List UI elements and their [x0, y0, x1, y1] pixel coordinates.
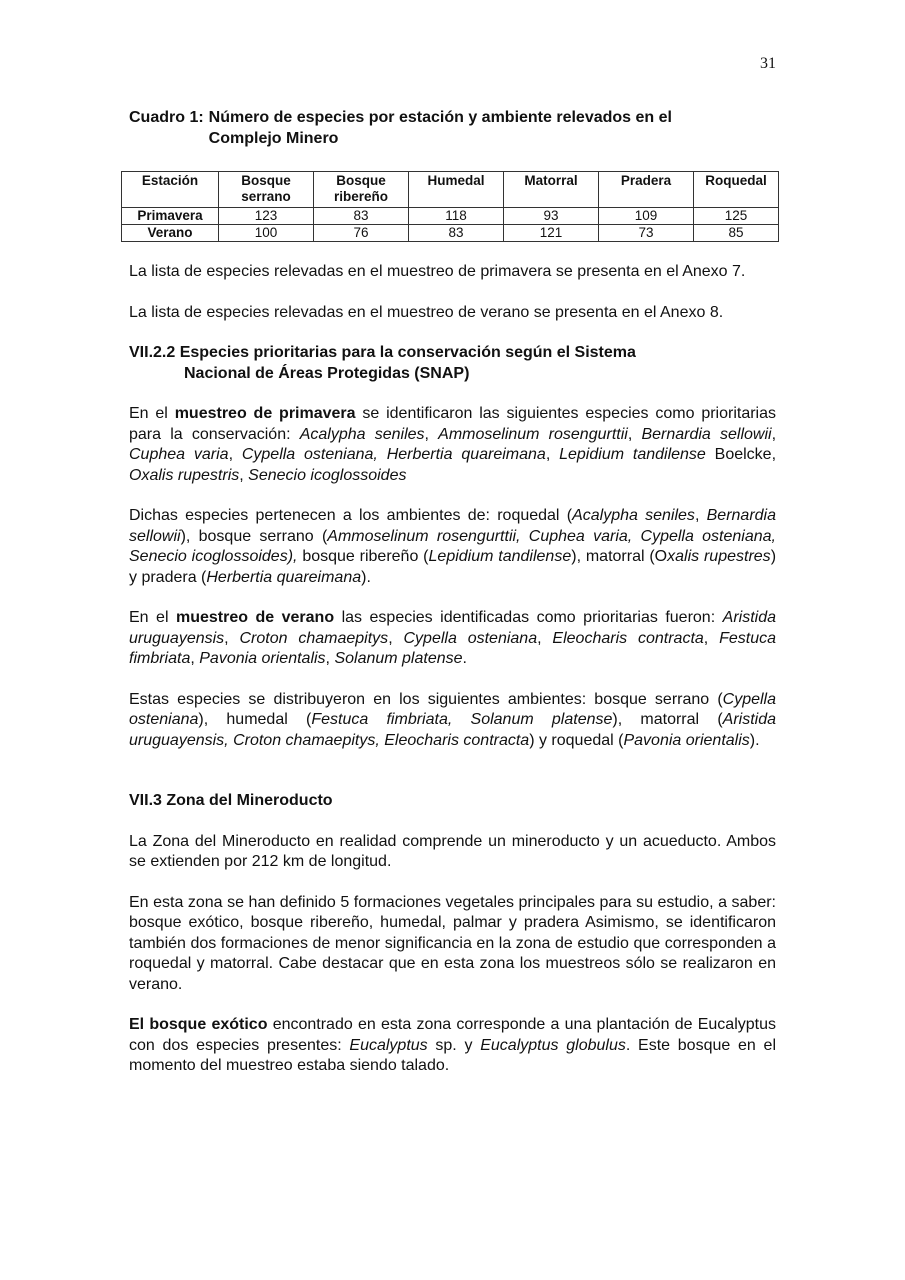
- table-caption: [129, 108, 776, 149]
- paragraph-anexo-8: La lista de especies relevadas en el muestreo de verano se presenta en el Anexo 8.: [129, 303, 724, 321]
- paragraph-primavera-species: En el muestreo de primavera se identificaron las siguientes especies como prioritarias para la conservación: Acalypha seniles, Ammoselinum rosengurttii, Bernardia sellowii, Cuphea varia, Cypella osteniana, Herbertia quareimana, Lepidium tandilense Boelcke, Oxalis rupestris, Senecio icoglossoides: [129, 405, 777, 484]
- col-header-humedal: Humedal: [409, 172, 504, 208]
- col-header-pradera: Pradera: [599, 172, 694, 208]
- table-cell: 83: [409, 225, 504, 242]
- table-row: [122, 208, 779, 225]
- paragraph-primavera-ambientes: Dichas especies pertenecen a los ambientes de: roquedal (Acalypha seniles, Bernardia sellowii), bosque serrano (Ammoselinum rosengurttii, Cuphea varia, Cypella osteniana, Senecio icoglossoides), bosque ribereño (Lepidium tandilense), matorral (Oxalis rupestres) y pradera (Herbertia quareimana).: [129, 507, 777, 586]
- table-cell: 83: [314, 208, 409, 225]
- table-cell: 73: [599, 225, 694, 242]
- species-table: [121, 171, 779, 242]
- table-row: [122, 225, 779, 242]
- table-caption-text: Número de especies por estación y ambiente relevados en el Complejo Minero: [208, 109, 672, 147]
- section-heading-snap: VII.2.2 Especies prioritarias para la conservación según el Sistema Nacional de Áreas Protegidas (SNAP): [129, 344, 636, 382]
- page-number: 31: [760, 55, 776, 72]
- table-cell: 76: [314, 225, 409, 242]
- table-cell: 93: [504, 208, 599, 225]
- row-header: Primavera: [122, 208, 219, 225]
- table-cell: 100: [219, 225, 314, 242]
- table-cell: 123: [219, 208, 314, 225]
- table-cell: 121: [504, 225, 599, 242]
- paragraph-formaciones: En esta zona se han definido 5 formaciones vegetales principales para su estudio, a saber: bosque exótico, bosque ribereño, humedal, palmar y pradera Asimismo, se identificaron también dos formaciones de menor significancia en la zona de estudio que corresponden a roquedal y matorral. Cabe destacar que en esta zona los muestreos sólo se realizaron en verano.: [129, 893, 776, 993]
- table-cell: 125: [694, 208, 779, 225]
- col-header-bosque-serrano: Bosque serrano: [219, 172, 314, 208]
- page-content: [129, 108, 776, 1077]
- paragraph-mineroducto-intro: La Zona del Mineroducto en realidad comprende un mineroducto y un acueducto. Ambos se extienden por 212 km de longitud.: [129, 832, 776, 870]
- paragraph-anexo-7: La lista de especies relevadas en el muestreo de primavera se presenta en el Anexo 7.: [129, 263, 746, 280]
- col-header-matorral: Matorral: [504, 172, 599, 208]
- row-header: Verano: [122, 225, 219, 242]
- col-header-roquedal: Roquedal: [694, 172, 779, 208]
- table-cell: 118: [409, 208, 504, 225]
- col-header-bosque-ribereno: Bosque ribereño: [314, 172, 409, 208]
- col-header-estacion: Estación: [122, 172, 219, 208]
- paragraph-bosque-exotico: El bosque exótico encontrado en esta zona corresponde a una plantación de Eucalyptus con dos especies presentes: Eucalyptus sp. y Eucalyptus globulus. Este bosque en el momento del muestreo estaba siendo talado.: [129, 1016, 776, 1074]
- table-cell: 85: [694, 225, 779, 242]
- paragraph-verano-ambientes: Estas especies se distribuyeron en los siguientes ambientes: bosque serrano (Cypella osteniana), humedal (Festuca fimbriata, Solanum platense), matorral (Aristida uruguayensis, Croton chamaepitys, Eleocharis contracta) y roquedal (Pavonia orientalis).: [129, 690, 777, 749]
- paragraph-verano-species: En el muestreo de verano las especies identificadas como prioritarias fueron: Aristida uruguayensis, Croton chamaepitys, Cypella osteniana, Eleocharis contracta, Festuca fimbriata, Pavonia orientalis, Solanum platense.: [129, 609, 777, 667]
- table-header-row: [122, 172, 779, 208]
- section-heading-mineroducto: VII.3 Zona del Mineroducto: [129, 792, 333, 809]
- table-caption-label: Cuadro 1:: [129, 109, 204, 126]
- table-cell: 109: [599, 208, 694, 225]
